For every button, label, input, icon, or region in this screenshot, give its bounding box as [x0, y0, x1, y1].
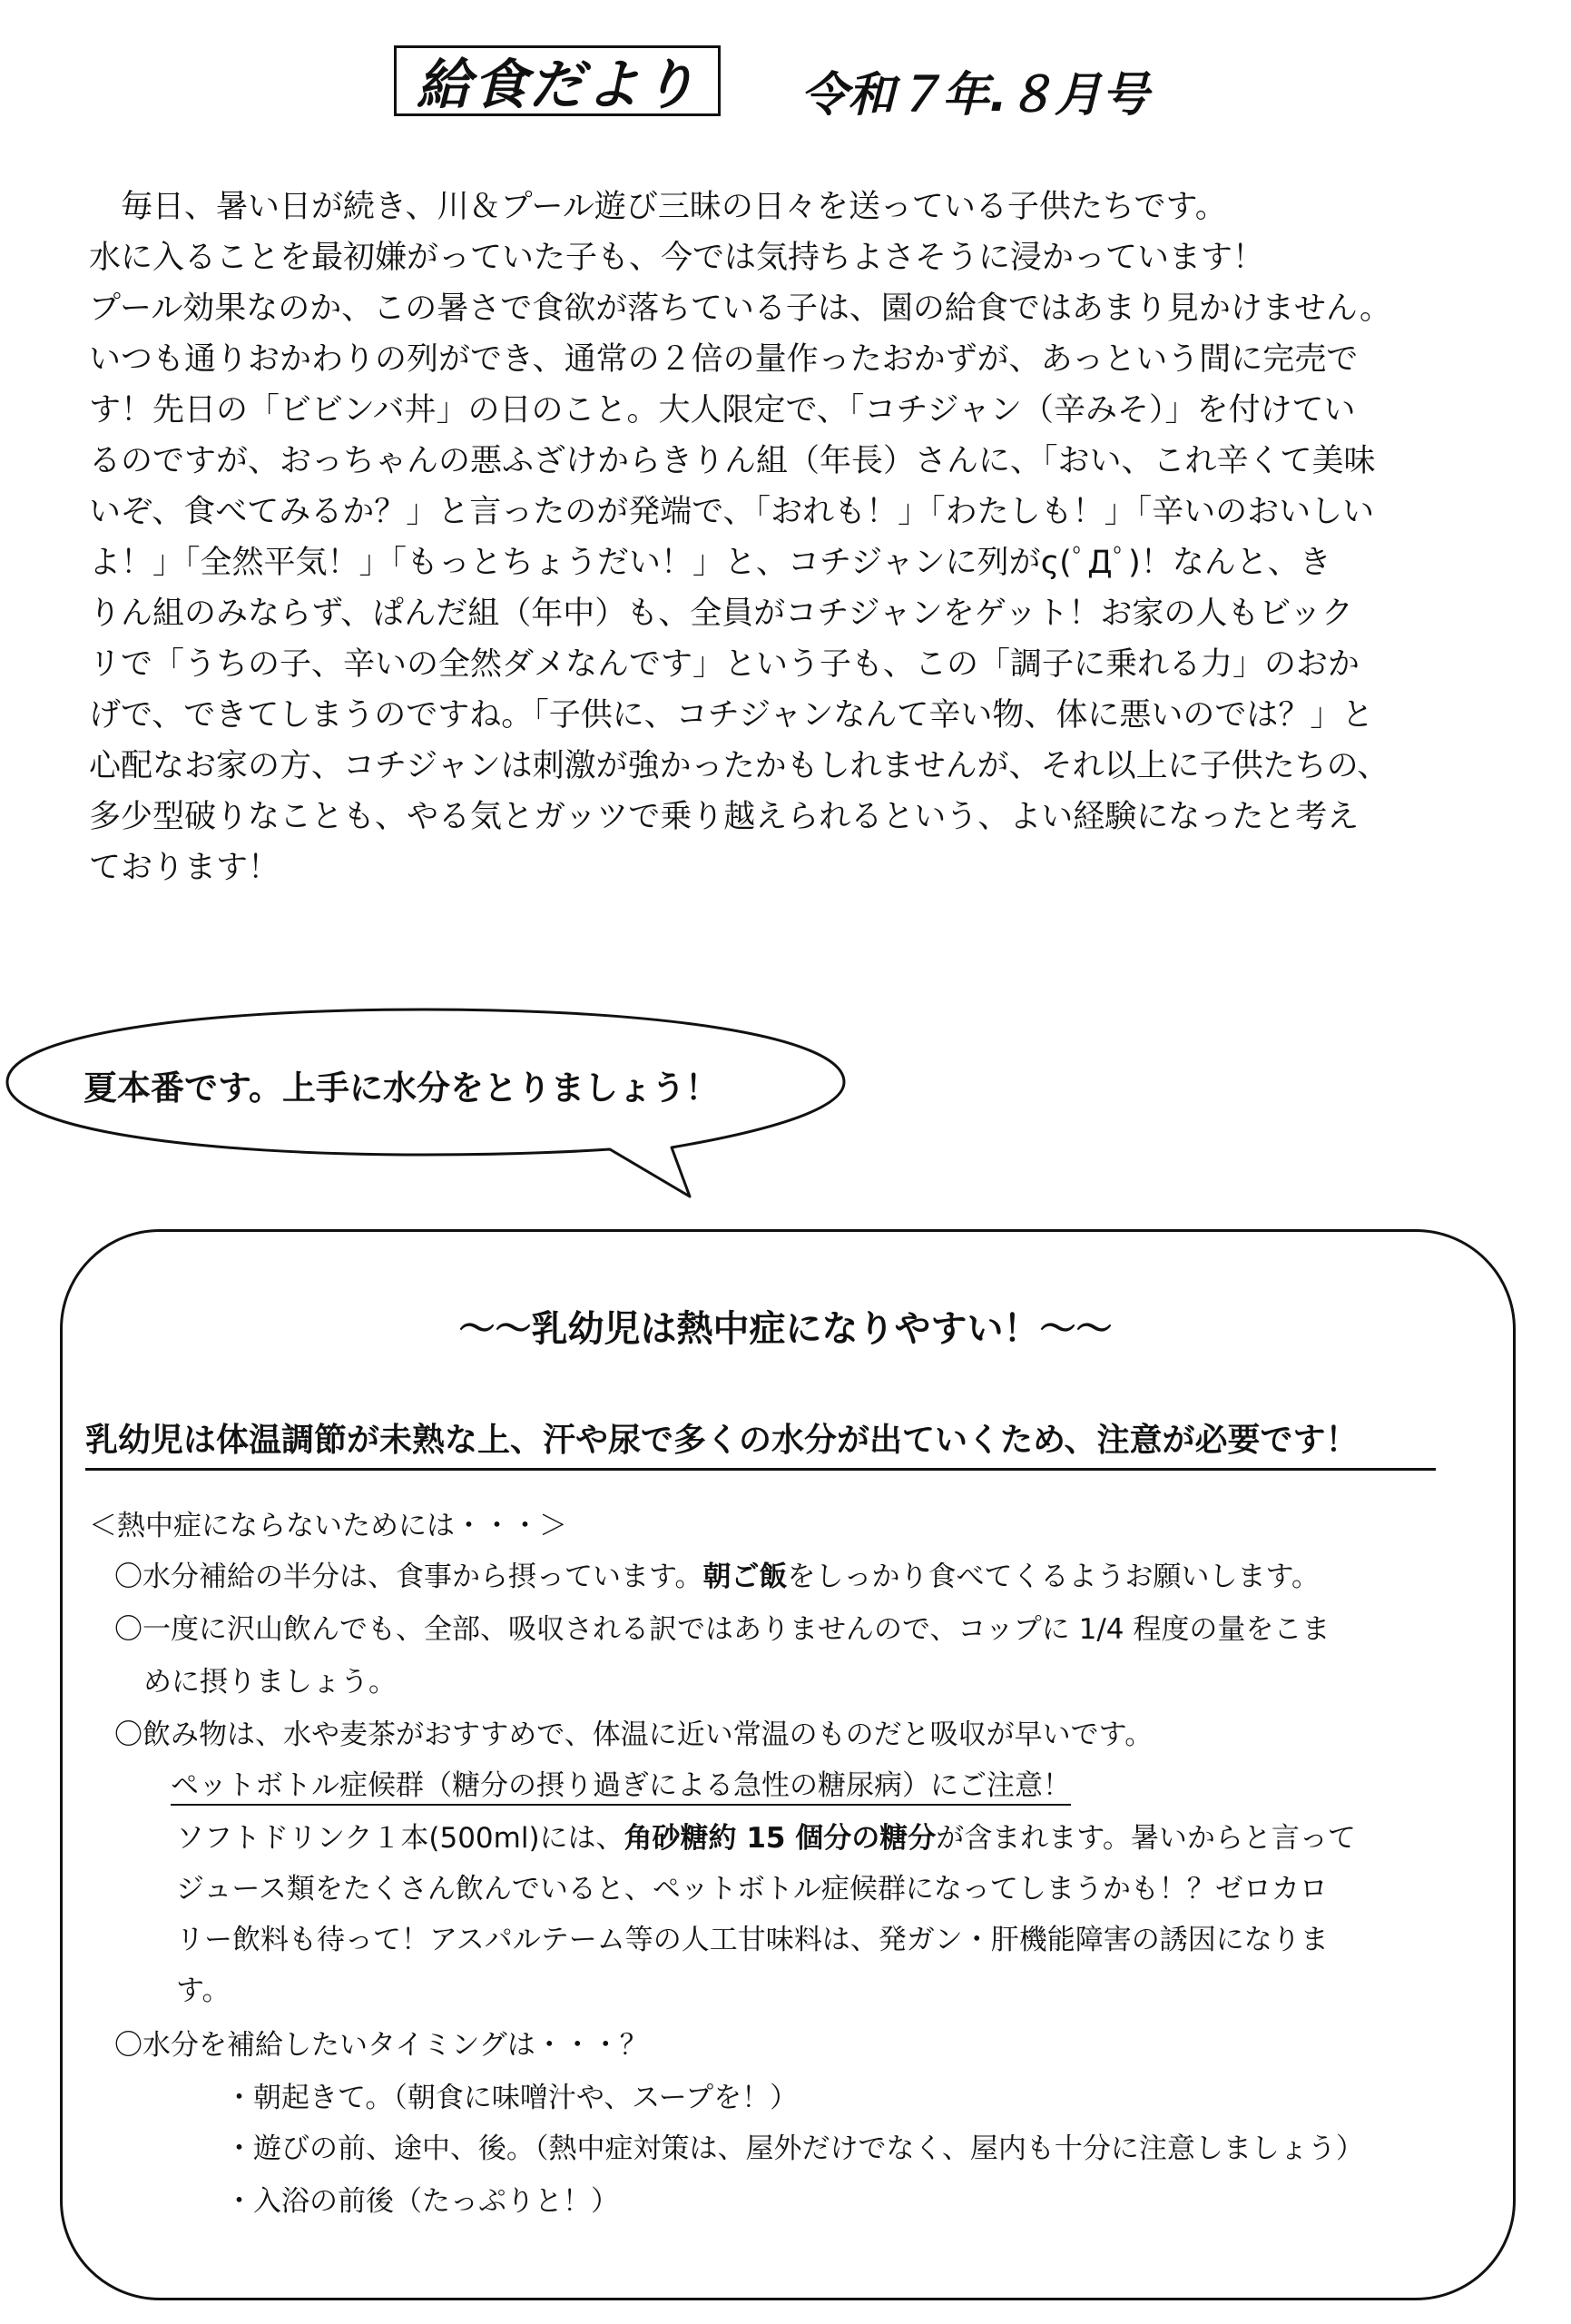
intro-line: るのですが、おっちゃんの悪ふざけからきりん組（年長）さんに、「おい、これ辛くて美味	[89, 443, 1376, 479]
timing-item: ・朝起きて。（朝食に味噌汁や、スープを！）	[225, 2082, 799, 2114]
tip-drinks: 〇飲み物は、水や麦茶がおすすめで、体温に近い常温のものだと吸収が早いです。	[114, 1718, 1154, 1751]
petbottle-line3: リー飲料も待って！アスパルテーム等の人工甘味料は、発ガン・肝機能障害の誘因になりま	[176, 1924, 1329, 1956]
intro-line: 多少型破りなことも、やる気とガッツで乗り越えられるという、よい経験になったと考え	[89, 799, 1360, 835]
timing-title: 〇水分を補給したいタイミングは・・・？	[114, 2029, 648, 2062]
box-subheading: 乳幼児は体温調節が未熟な上、汗や尿で多くの水分が出ていくため、注意が必要です！	[85, 1414, 1436, 1471]
tip-small-sips-line1: 〇一度に沢山飲んでも、全部、吸収される訳ではありませんので、コップに 1/4 程度の量をこま	[114, 1613, 1330, 1646]
petbottle-title: ペットボトル症候群（糖分の摂り過ぎによる急性の糖尿病）にご注意！	[171, 1769, 1071, 1806]
petbottle-line2: ジュース類をたくさん飲んでいると、ペットボトル症候群になってしまうかも！？ゼロカロ	[176, 1873, 1328, 1905]
intro-line: 心配なお家の方、コチジャンは刺激が強かったかもしれませんが、それ以上に子供たちの、	[89, 748, 1389, 784]
petbottle-line4: す。	[176, 1974, 231, 2007]
intro-line: いつも通りおかわりの列ができ、通常の２倍の量作ったおかずが、あっという間に完売で	[89, 341, 1359, 378]
intro-line: 水に入ることを最初嫌がっていた子も、今では気持ちよさそうに浸かっています！	[89, 240, 1265, 276]
timing-item: ・遊びの前、途中、後。（熱中症対策は、屋外だけでなく、屋内も十分に注意しましょう）	[225, 2132, 1364, 2165]
petbottle-bold: 角砂糖約 15 個分の糖分	[623, 1822, 937, 1855]
issue-date: 令和７年.８月号	[800, 68, 1149, 123]
prevention-title: ＜熱中症にならないためには・・・＞	[89, 1510, 567, 1542]
box-heading: ～～乳幼児は熱中症になりやすい！～～	[458, 1308, 1113, 1350]
petbottle-line1	[176, 1819, 1356, 1857]
intro-line: よ！」「全然平気！」「もっとちょうだい！」と、コチジャンに列がς(ﾟДﾟ)！なんと、き	[89, 545, 1331, 581]
intro-line: リで「うちの子、辛いの全然ダメなんです」という子も、この「調子に乗れる力」のおか	[89, 646, 1360, 683]
intro-line: プール効果なのか、この暑さで食欲が落ちている子は、園の給食ではあまり見かけません。	[89, 290, 1392, 327]
tip-breakfast-bold: 朝ご飯	[702, 1561, 788, 1593]
petbottle-title-wrap	[171, 1767, 1071, 1805]
petbottle-post: が含まれます。暑いからと言って	[936, 1822, 1356, 1855]
newsletter-title: 給食だより	[417, 54, 698, 117]
intro-line: す！先日の「ビビンバ丼」の日のこと。大人限定で、「コチジャン（辛みそ）」を付けてい	[89, 392, 1356, 428]
tip-breakfast-post: をしっかり食べてくるようお願いします。	[787, 1561, 1321, 1593]
timing-item: ・入浴の前後（たっぷりと！）	[225, 2185, 619, 2218]
intro-line: りん組のみならず、ぱんだ組（年中）も、全員がコチジャンをゲット！お家の人もビック	[89, 596, 1354, 632]
intro-line: ております！	[89, 850, 280, 886]
tip-breakfast	[114, 1558, 1320, 1596]
intro-line: げで、できてしまうのですね。「子供に、コチジャンなんて辛い物、体に悪いのでは？」と	[89, 697, 1374, 734]
intro-line: 毎日、暑い日が続き、川＆プール遊び三昧の日々を送っている子供たちです。	[89, 189, 1227, 225]
bubble-text: 夏本番です。上手に水分をとりましょう！	[83, 1068, 720, 1108]
tip-breakfast-pre: 〇水分補給の半分は、食事から摂っています。	[114, 1561, 703, 1593]
intro-line: いぞ、食べてみるか？」と言ったのが発端で、「おれも！」「わたしも！」「辛いのおいしい	[89, 494, 1375, 530]
petbottle-pre: ソフトドリンク１本(500ml)には、	[176, 1822, 624, 1855]
tip-small-sips-line2: めに摂りましょう。	[143, 1666, 397, 1699]
